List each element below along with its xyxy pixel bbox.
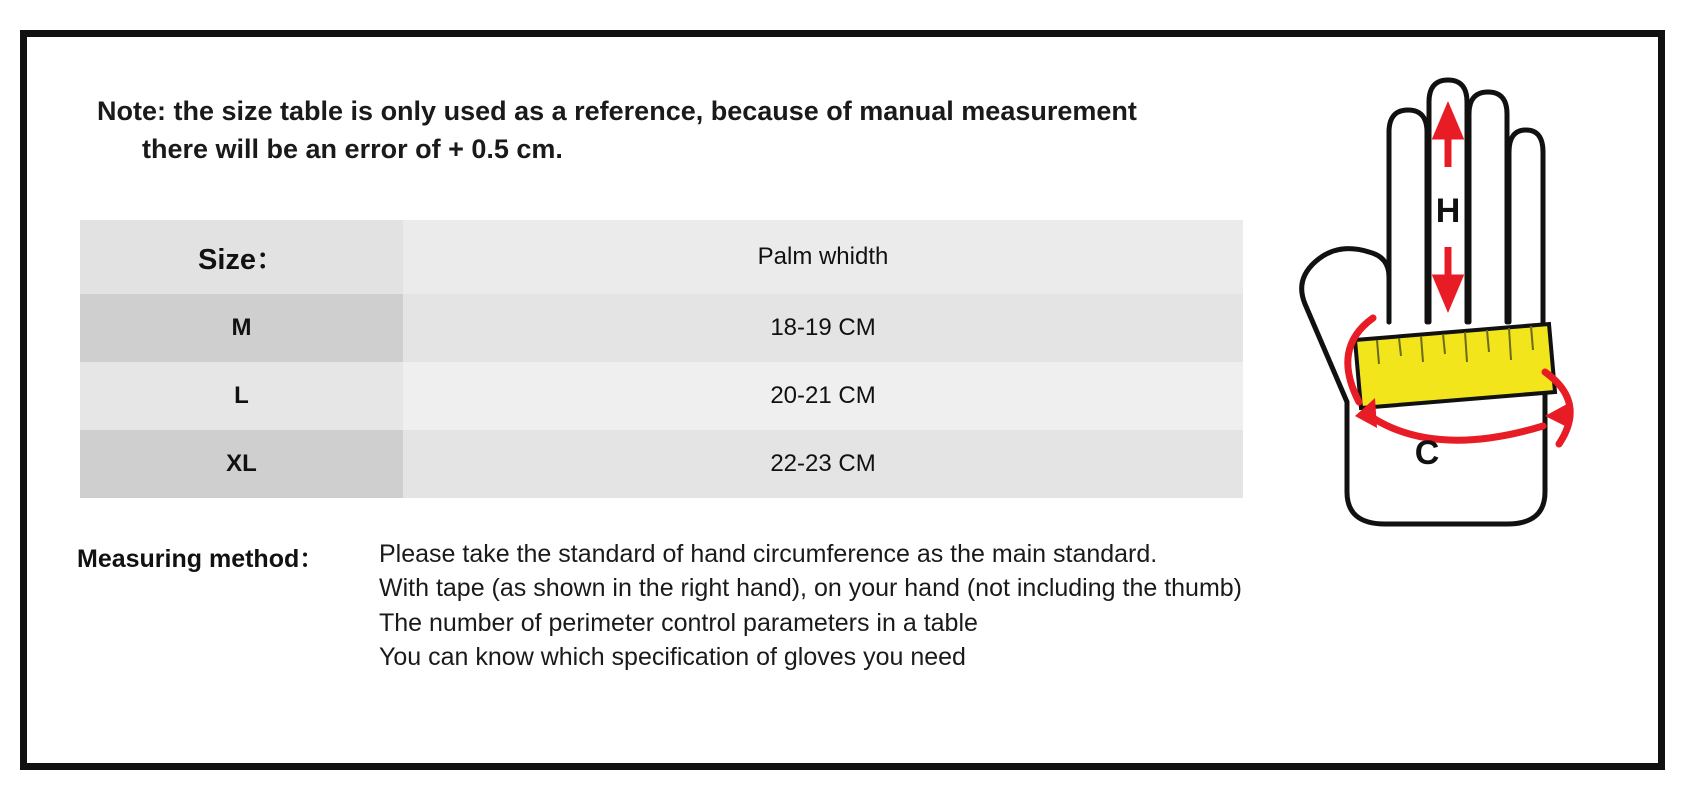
measuring-line-4: You can know which specification of gloves you need [379,642,966,671]
cell-palm-width-xl: 22-23 CM [403,430,1243,498]
cell-palm-width-l: 20-21 CM [403,362,1243,430]
cell-size-xl: XL [80,430,403,498]
measuring-line-1: Please take the standard of hand circumference as the main standard. [379,540,1158,568]
measuring-method-label: Measuring method： [77,545,325,573]
height-label: H [1435,192,1461,230]
circumference-label: C [1414,434,1440,472]
measuring-method-lines [367,537,1242,674]
table-row [80,362,1243,430]
note-line-2: there will be an error of + 0.5 cm. [142,134,563,165]
note-text [97,92,1277,169]
chart-frame [20,30,1665,770]
size-table [80,220,1243,498]
hand-diagram [1277,72,1647,532]
cell-size-m: M [80,294,403,362]
cell-size-l: L [80,362,403,430]
measuring-line-2: With tape (as shown in the right hand), on your hand (not including the thumb) [379,574,1243,603]
tape-measure [1355,324,1555,408]
header-palm-width: Palm whidth [403,220,1243,294]
table-row [80,294,1243,362]
measuring-line-3: The number of perimeter control parameters in a table [379,608,978,637]
table-header-row [80,220,1243,294]
note-line-1: Note: the size table is only used as a reference, because of manual measurement [97,96,1137,126]
measuring-method [77,537,1242,674]
header-size: Size： [80,220,403,294]
cell-palm-width-m: 18-19 CM [403,294,1243,362]
table-row [80,430,1243,498]
